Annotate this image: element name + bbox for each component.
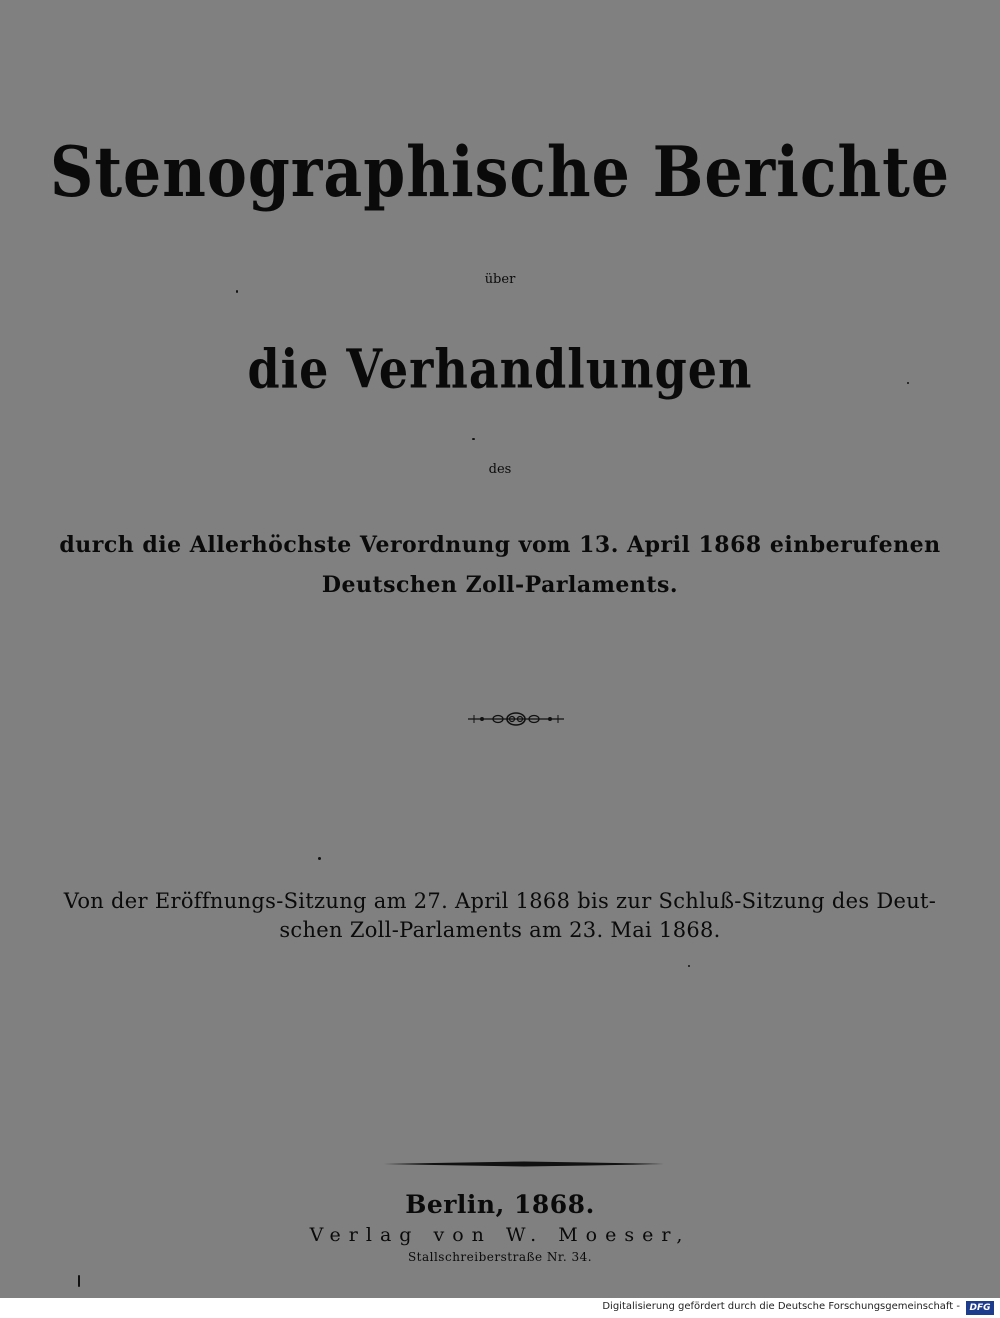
footer-bar: [0, 1298, 1000, 1318]
decorative-rule-icon: [384, 1160, 664, 1168]
document-title: Stenographische Berichte: [49, 132, 950, 214]
scan-speck: [472, 438, 475, 440]
ornament-divider-icon: [468, 710, 564, 728]
scan-speck: [907, 382, 909, 384]
place-and-year: Berlin, 1868.: [405, 1190, 595, 1219]
scan-speck: [236, 290, 238, 293]
connector-des: des: [488, 462, 512, 477]
dfg-logo-icon: DFG: [966, 1301, 994, 1315]
footer-credit: Digitalisierung gefördert durch die Deutsche Forschungsgemeinschaft -: [602, 1301, 960, 1312]
session-line-2: schen Zoll-Parlaments am 23. Mai 1868.: [279, 918, 721, 942]
scan-speck: [688, 965, 690, 967]
scan-speck: [318, 857, 321, 860]
body-line-2: Deutschen Zoll-Parlaments.: [321, 572, 679, 598]
session-line-1: Von der Eröffnungs-Sitzung am 27. April 1868 bis zur Schluß-Sitzung des Deut-: [63, 889, 937, 913]
publisher-address: Stallschreiberstraße Nr. 34.: [407, 1250, 593, 1264]
document-subtitle: die Verhandlungen: [247, 337, 753, 401]
scan-speck: [78, 1275, 80, 1287]
publisher-line: Verlag von W. Moeser,: [309, 1224, 691, 1246]
body-line-1: durch die Allerhöchste Verordnung vom 13. April 1868 einberufenen: [59, 532, 941, 558]
connector-ueber: über: [484, 272, 516, 287]
